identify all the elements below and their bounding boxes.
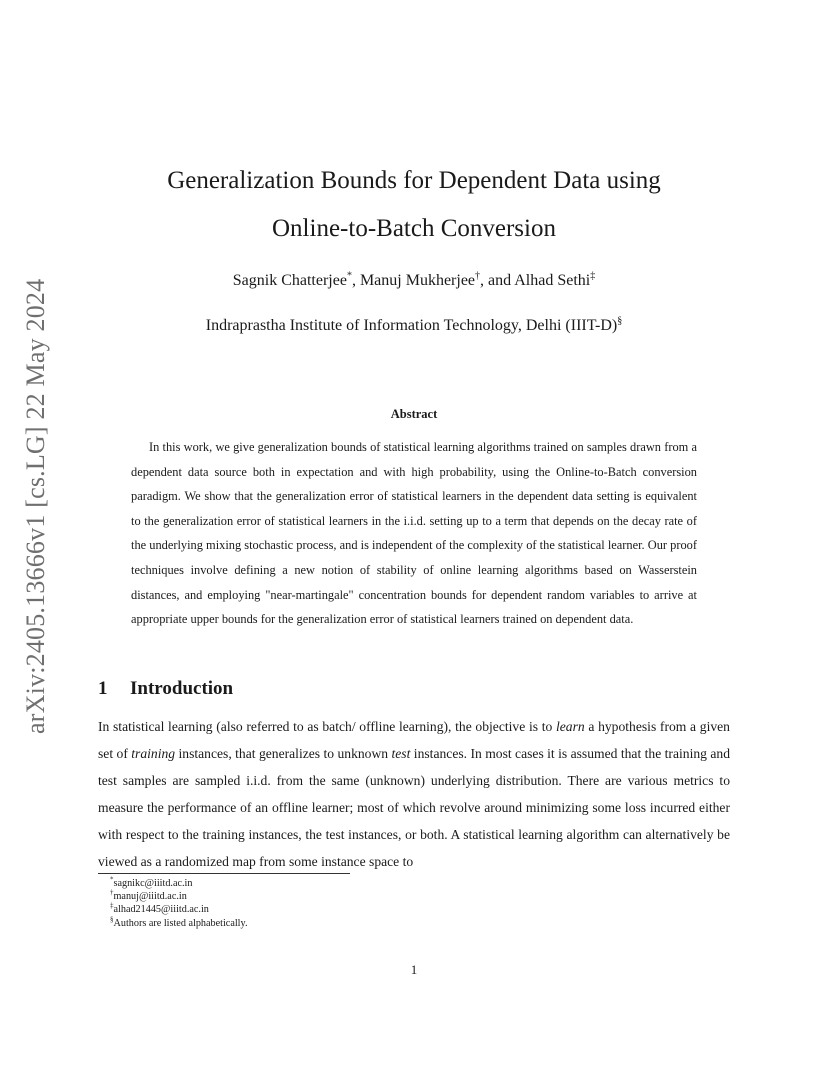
affiliation [100,317,728,335]
footnotes [110,877,248,930]
footnote-text: Authors are listed alphabetically. [113,917,248,929]
body-text-run: In statistical learning (also referred to as batch/ offline learning), the objective is to [98,719,556,734]
paper-title-line-2: Online-to-Batch Conversion [272,215,556,242]
body-text-run: a hypothesis from a given set of [98,719,730,761]
footnote-text: manuj@iiitd.ac.in [113,891,187,903]
paper-title-line-1: Generalization Bounds for Dependent Data using [167,167,661,194]
section-title: Introduction [130,678,234,699]
footnote-mark: † [475,270,481,282]
arxiv-identifier-text: arXiv:2405.13666v1 [cs.LG] 22 May 2024 [21,278,50,734]
abstract-text: In this work, we give generalization bounds of statistical learning algorithms trained on samples drawn from a dependent data source both in expectation and with high probability, using the Online-to-Batch conversion paradigm. We show that the generalization error of statistical learners in the dependent data setting is equivalent to the generalization error of statistical learners in the i.i.d. setting up to a term that depends on the decay rate of the underlying mixing stochastic process, and is independent of the complexity of the statistical learner. Our proof techniques involve defining a new notion of stability of online learning algorithms based on Wasserstein distances, and employing "near-martingale" concentration bounds for dependent random variables to arrive at appropriate upper bounds for the generalization error of statistical learners trained on dependent data. [131,440,697,627]
footnote [110,903,248,916]
footnote [110,917,248,930]
author-separator: , [351,272,360,289]
author-separator: , and [480,272,515,289]
footnote [110,890,248,903]
emphasized-term: learn [555,719,585,734]
section-heading [98,678,233,700]
footnote-mark: § [110,915,114,924]
author-name: Manuj Mukherjee [359,272,476,289]
author-list [140,272,688,290]
footnote-mark: * [110,875,114,884]
footnote-text: alhad21445@iiitd.ac.in [113,904,209,916]
section-number: 1 [98,678,108,699]
abstract-heading: Abstract [390,407,438,421]
emphasized-term: training [131,746,176,761]
emphasized-term: test [391,746,411,761]
footnote-mark: * [346,270,352,282]
footnote [110,877,248,890]
arxiv-identifier-stamp [21,250,51,734]
footnote-mark: † [110,888,114,897]
footnote-divider [98,873,350,874]
introduction-paragraph [98,713,730,875]
body-text-run: instances. In most cases it is assumed that the training and test samples are sampled i.i.d. from the same (unknown) underlying distribution. There are various metrics to measure the performance of an offline learner; most of which revolve around minimizing some loss incurred either with respect to the training instances, the test instances, or both. A statistical learning algorithm can alternatively be viewed as a randomized map from some instance space to [98,746,730,869]
page-number: 1 [410,962,418,977]
author-name: Alhad Sethi [514,272,591,289]
footnote-text: sagnikc@iiitd.ac.in [113,878,193,889]
body-text-run: instances, that generalizes to unknown [175,746,392,761]
footnote-mark: § [617,315,623,327]
author-name: Sagnik Chatterjee [232,272,347,289]
footnote-mark: ‡ [590,270,596,282]
footnote-mark: ‡ [110,902,114,911]
affiliation-text: Indraprastha Institute of Information Technology, Delhi (IIIT-D) [205,317,618,334]
